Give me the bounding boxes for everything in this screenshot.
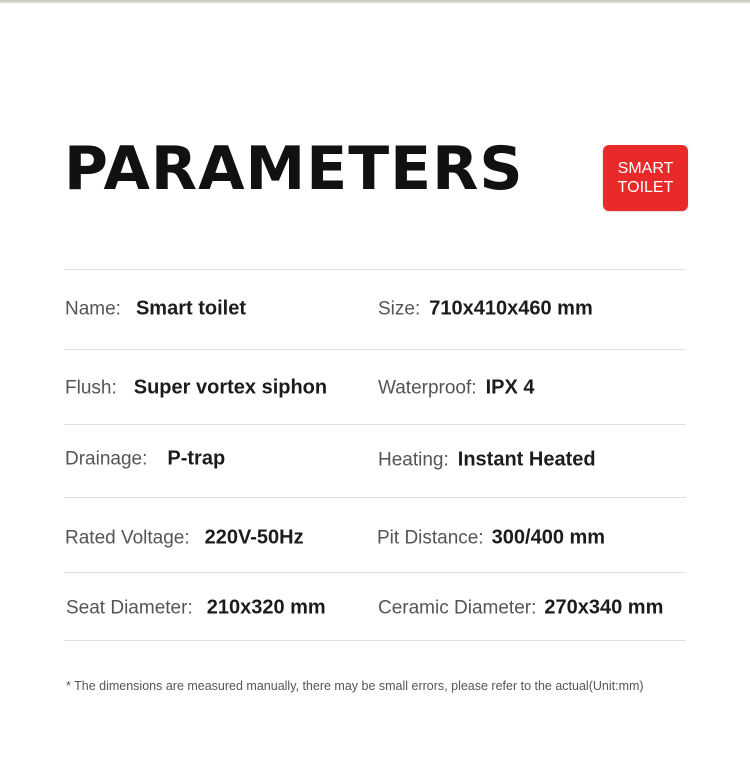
row-divider (64, 497, 686, 498)
param-value: IPX 4 (485, 376, 535, 399)
badge-line-2: TOILET (617, 179, 674, 196)
param-label: Ceramic Diameter: (378, 597, 537, 619)
badge-line-1: SMART (617, 160, 674, 177)
param-seat-diameter (66, 597, 326, 620)
param-value: Super vortex siphon (133, 376, 328, 399)
param-value: Instant Heated (457, 448, 596, 471)
param-label: Pit Distance: (377, 527, 484, 549)
smart-toilet-badge (603, 145, 688, 211)
param-label: Heating: (378, 449, 449, 471)
row-divider (64, 424, 686, 425)
table-bottom-divider (64, 640, 686, 641)
param-waterproof (378, 377, 534, 400)
param-heating (378, 449, 596, 472)
param-label: Size: (378, 298, 421, 320)
param-pit-distance (377, 527, 605, 550)
param-flush (65, 377, 327, 400)
row-divider (64, 349, 686, 350)
param-value: 300/400 mm (491, 526, 606, 549)
param-drainage (65, 448, 225, 471)
param-value: Smart toilet (135, 297, 246, 320)
param-value: 270x340 mm (544, 596, 664, 619)
param-label: Waterproof: (378, 377, 477, 399)
param-label: Flush: (65, 377, 117, 399)
param-label: Name: (65, 298, 121, 320)
param-label: Rated Voltage: (65, 527, 190, 549)
table-top-divider (64, 269, 686, 270)
param-label: Drainage: (65, 448, 148, 470)
footnote: * The dimensions are measured manually, there may be small errors, please refer to the actual(Unit:mm) (66, 679, 644, 693)
top-border (0, 0, 750, 3)
param-label: Seat Diameter: (66, 597, 193, 619)
param-name (65, 298, 246, 321)
param-value: 220V-50Hz (204, 526, 304, 549)
param-value: 710x410x460 mm (429, 297, 593, 320)
param-ceramic-diameter (378, 597, 663, 620)
param-value: P-trap (167, 447, 226, 470)
param-value: 210x320 mm (206, 596, 326, 619)
page-title: PARAMETERS (64, 134, 524, 204)
param-rated-voltage (65, 527, 304, 550)
param-size (378, 298, 593, 321)
row-divider (64, 572, 686, 573)
